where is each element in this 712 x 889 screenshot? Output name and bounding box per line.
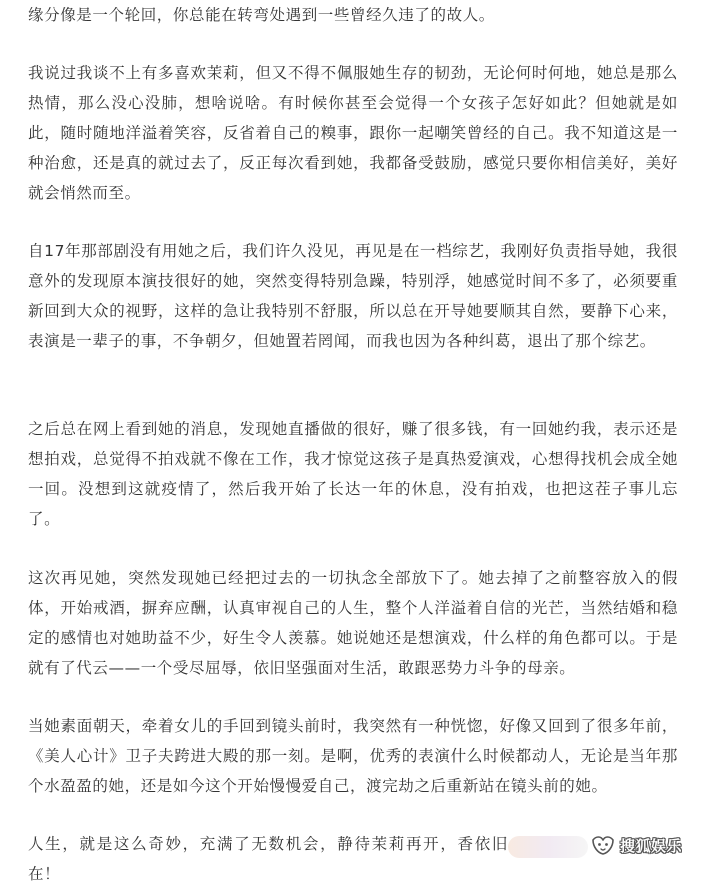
watermark <box>590 830 682 860</box>
watermark-text: 搜狐娱乐 <box>620 836 683 855</box>
paragraph-6: 当她素面朝天，牵着女儿的手回到镜头前时，我突然有一种恍惚，好像又回到了很多年前，《美人心计》卫子夫跨进大殿的那一刻。是啊，优秀的表演什么时候都动人，无论是当年那个水盈盈的她，还是如今这个开始慢慢爱自己，渡完劫之后重新站在镜头前的她。 <box>28 717 678 795</box>
paragraph-1: 缘分像是一个轮回，你总能在转弯处遇到一些曾经久违了的故人。 <box>28 6 495 24</box>
paragraph-7: 人生，就是这么奇妙，充满了无数机会，静待茉莉再开，香依旧在！ <box>28 835 508 883</box>
sohu-fox-icon <box>590 834 616 856</box>
paragraph-5: 这次再见她，突然发现她已经把过去的一切执念全部放下了。她去掉了之前整容放入的假体，开始戒酒，摒弃应酬，认真审视自己的人生，整个人洋溢着自信的光芒，当然结婚和稳定的感情也对她助益不少，好生令人羡慕。她说她还是想演戏，什么样的角色都可以。于是就有了代云——一个受尽屈辱，依旧坚强面对生活，敢跟恶势力斗争的母亲。 <box>28 569 678 677</box>
paragraph-3: 自17年那部剧没有用她之后，我们许久没见，再见是在一档综艺，我刚好负责指导她，我很意外的发现原本演技很好的她，突然变得特别急躁，特别浮，她感觉时间不多了，必须要重新回到大众的视野，这样的急让我特别不舒服，所以总在开导她要顺其自然，要静下心来，表演是一辈子的事，不争朝夕，但她置若罔闻，而我也因为各种纠葛，退出了那个综艺。 <box>28 242 678 350</box>
paragraph-2: 我说过我谈不上有多喜欢茉莉，但又不得不佩服她生存的韧劲，无论何时何地，她总是那么热情，那么没心没肺，想啥说啥。有时候你甚至会觉得一个女孩子怎好如此？但她就是如此，随时随地洋溢着笑容，反省着自己的糗事，跟你一起嘲笑曾经的自己。我不知道这是一种治愈，还是真的就过去了，反正每次看到她，我都备受鼓励，感觉只要你相信美好，美好就会悄然而至。 <box>28 64 678 202</box>
blurred-decoration <box>508 836 588 858</box>
paragraph-4: 之后总在网上看到她的消息，发现她直播做的很好，赚了很多钱，有一回她约我，表示还是想拍戏，总觉得不拍戏就不像在工作，我才惊觉这孩子是真热爱演戏，心想得找机会成全她一回。没想到这就疫情了，然后我开始了长达一年的休息，没有拍戏，也把这茬子事儿忘了。 <box>28 420 678 528</box>
